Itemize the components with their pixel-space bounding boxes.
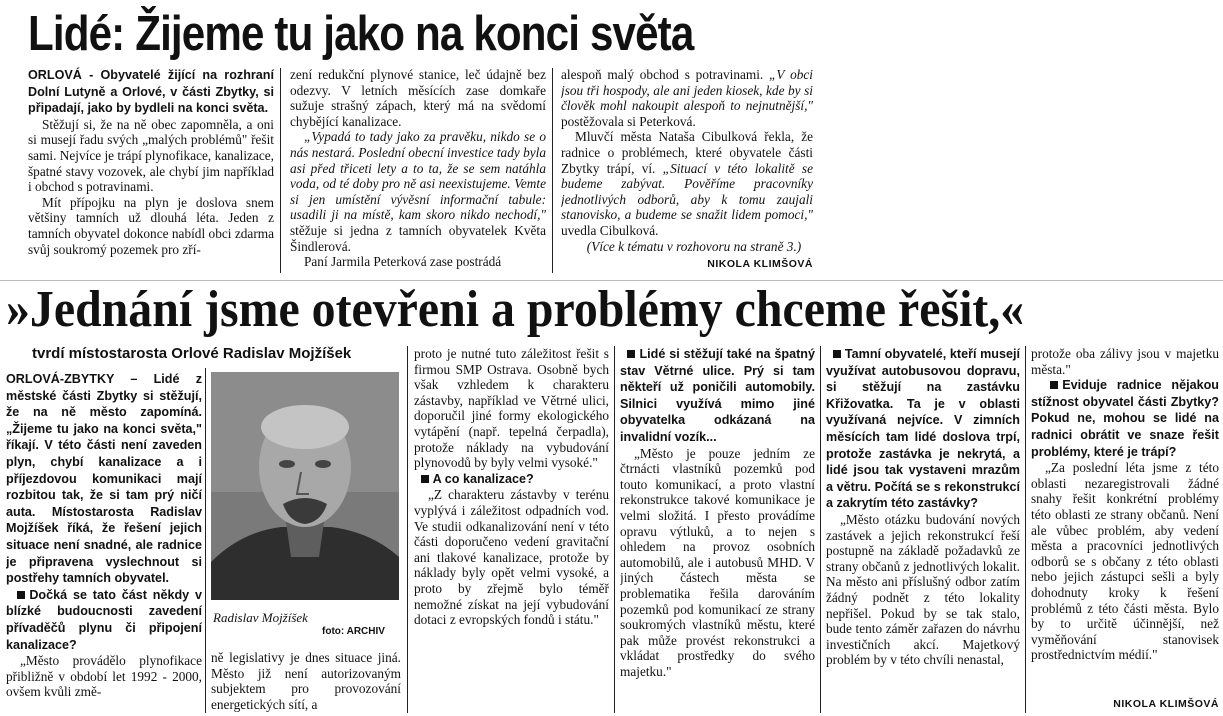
paragraph [620,446,815,680]
paragraph [561,129,813,238]
paragraph-text: Paní Jarmila Peterková zase postrádá [304,254,502,270]
question-text: Lidé si stěžují také na špatný stav Větrné ulice. Prý si tam někteří už poničili automobily. Silnici využívá mimo jiné obyvatelka odkázaná na invalidní vozík... [620,347,815,444]
paragraph [290,254,546,270]
paragraph-text: uvedla Cibulková. [561,222,659,238]
photo-credit: foto: ARCHIV [322,626,385,637]
question-text: Dočká se tato část někdy v blízké budoucnosti zavedení přívaděčů plynu či připojení kanalizace? [6,587,202,652]
paragraph [414,346,609,471]
column-divider [407,346,408,713]
lead-text: ORLOVÁ - Obyvatelé žijící na rozhraní Dolní Lutyně a Orlové, v části Zbytky, si připadají, jako by bydleli na konci světa. [28,68,274,116]
paragraph [414,487,609,627]
quote-text: „Situací v této lokalitě se budeme zabývat. Pověříme pracovníky jednotlivých odborů, aby k tomu zaujali stanovisko, a budeme se snažit lidem pomoci," [561,160,813,223]
column-divider [552,68,553,273]
paragraph [1031,460,1219,663]
article1-signature: NIKOLA KLIMŠOVÁ [707,258,813,270]
column-divider [614,346,615,713]
paragraph [414,471,609,488]
paragraph-text: Mluvčí města Nataša Cibulková řekla, že radnice o problémech, které obyvatele části Zbytky trápí, ví. [561,129,813,176]
article2-column-1 [6,371,202,714]
question-bullet-icon [421,475,429,483]
paragraph-text: „Z charakteru zástavby v terénu vyplývá i záležitost odpadních vod. Ve studii odkanalizování není v této části doporučeno vedení gravitační ani tlakové kanalizace, protože by náklady byly opět velmi vysoké, a proto by zřejmě bylo téměř nemožné získat na její vybudování dotaci z evropských fondů i státu." [414,487,609,628]
quote-text: „V obci jsou tři hospody, ale ani jeden kiosek, kde by si člověk mohl nakoupit alespoň to nejnutnější," [561,67,813,114]
paragraph [620,346,815,446]
paragraph-text: ně legislativy je dnes situace jiná. Město již není autorizovaným subjektem pro provozování energetických sítí, a [211,650,401,712]
paragraph-text: Stěžují si, že na ně obec zapomněla, a oni si musejí řadu svých „malých problémů" řešit sami. Nejvíce je trápí plynofikace, kanalizace, špatné stavy vozovek, ale chybí jim například i obchod s potravinami. [28,116,274,195]
paragraph [826,512,1020,668]
question-text: Eviduje radnice nějakou stížnost obyvatel části Zbytky? Pokud ne, mohou se lidé na radnici obrátit ve snaze řešit problémy, které je trápí? [1031,378,1219,459]
paragraph [28,67,274,117]
article2-column-6 [1031,346,1219,698]
question-bullet-icon [833,350,841,358]
photo-caption: Radislav Mojžíšek [213,610,308,625]
paragraph-text: „Za poslední léta jsme z této oblasti nezaregistrovali žádné snahy řešit konkrétní problémy této oblasti ze strany občanů. Není ale vůbec problém, aby vedení města a pracovníci jednotlivých odborů se s občany z této oblasti nebo jejich zástupci sešli a byly dohodnuty kroky k řešení problémů z této části města. Bylo by to určitě účinnější, než vyměňování stanovisek prostřednictvím médií." [1031,460,1219,663]
article2-column-2 [211,650,401,714]
article2-subtitle: tvrdí místostarosta Orlové Radislav Mojžíšek [32,345,352,362]
article2-column-5 [826,346,1020,714]
paragraph-text: postěžovala si Peterková. [561,113,696,129]
paragraph-text: protože oba zálivy jsou v majetku města." [1031,346,1219,377]
article1-column-3 [561,67,813,259]
paragraph [561,239,813,255]
paragraph [561,67,813,129]
paragraph [826,346,1020,512]
paragraph-text: stěžuje si jedna z tamních obyvatelek Květa Šindlerová. [290,222,546,254]
column-divider [280,68,281,273]
article2-headline: »Jednání jsme otevřeni a problémy chceme řešit,« [6,281,1025,338]
question-text: Tamní obyvatelé, kteří musejí využívat autobusovou dopravu, si stěžují na zastávku Křižovatka. Ta je v oblasti využívaná nejvíce. V zimních měsících tam lidé doslova trpí, protože zastávka je nekrytá, a lidé jsou tak vystaveni mrazům a větru. Počítá se s rekonstrukcí a zakrytím této zastávky? [826,347,1020,511]
question-bullet-icon [1050,381,1058,389]
paragraph-text: „Město otázku budování nových zastávek a jejich rekonstrukcí řeší postupně na základě požadavků ze strany občanů z jednotlivých lokalit. Na město ani příslušný odbor zatím žádný podnět z této lokality nepřišel. Pokud by se tak stalo, bude tento záměr zařazen do návrhu investičních akcí. Majetkový problém by v této chvíli nenastal, [826,511,1020,668]
paragraph [1031,346,1219,377]
paragraph-text: „Město provádělo plynofikace přibližně v období let 1992 - 2000, ovšem kvůli změ- [6,653,202,700]
paragraph [6,371,202,587]
portrait-photo [211,372,399,600]
paragraph-text: Mít přípojku na plyn je doslova snem většiny tamních už dlouhá léta. Jeden z tamních obyvatel dokonce nabídl obci zdarma svůj soukromý pozemek pro zří- [28,194,274,257]
article2-column-3 [414,346,609,714]
question-bullet-icon [17,591,25,599]
paragraph [1031,377,1219,460]
paragraph [28,117,274,195]
paragraph-text: „Město je pouze jedním ze čtrnácti vlastníků pozemků pod touto komunikací, a proto vlastní rekonstrukce takové komunikace je velmi složitá. I přesto provádíme opravu výtluků, a to nejen s ohledem na provoz osobních automobilů, ale i autobusů MHD. V jiných částech města se problematika řešila darováním pozemků pod komunikací ze strany soukromých vlastníků městu, které pak může provést rekonstrukci a vkládat prostředky do svého majetku." [620,445,815,679]
paragraph [6,653,202,700]
paragraph [211,650,401,712]
quote-text: „Vypadá to tady jako za pravěku, nikdo se o nás nestará. Poslední obecní investice tady byla asi před třiceti lety a to ta, že se sem natáhla voda, od té doby pro ně asi neexistujeme. Vemte si jen umístění vývěsní informační tabule: usadili ji na místě, kam skoro nikdo nechodí," [290,129,546,223]
paragraph-text: alespoň malý obchod s potravinami. [561,67,770,82]
article2-signature: NIKOLA KLIMŠOVÁ [1113,698,1219,710]
paragraph [290,129,546,254]
paragraph-text: proto je nutné tuto záležitost řešit s firmou SMP Ostrava. Osobně bych však vzhledem k charakteru zástavby, například ve Větrné ulici, doporučil jiné formy ekologického vytápění (např. tepelná čerpadla), protože náklady na vybudování plynovodů by byly velmi vysoké." [414,346,609,471]
article2-column-4 [620,346,815,714]
reference-note: (Více k tématu v rozhovoru na straně 3.) [586,238,802,254]
article1-column-1 [28,67,274,279]
column-divider [820,346,821,713]
question-bullet-icon [627,350,635,358]
question-text: A co kanalizace? [432,471,534,486]
paragraph-text: zení redukční plynové stanice, leč údajně bez odezvy. V letních měsících zase domkaře sužuje strašný zápach, který má na svědomí chybějící kanalizace. [290,67,546,129]
article1-headline: Lidé: Žijeme tu jako na konci světa [28,7,694,61]
paragraph [290,67,546,129]
paragraph [28,195,274,257]
article1-column-2 [290,67,546,279]
paragraph [6,587,202,653]
column-divider [205,368,206,713]
column-divider [1025,346,1026,713]
lead-text: ORLOVÁ-ZBYTKY – Lidé z městské části Zbytky si stěžují, že na ně město zapomíná. „Žijeme tu jako na konci světa," říkají. V této části není zaveden plyn, chybí kanalizace a i příjezdovou komunikaci mají rozbitou tak, že si tam prý ničí auta. Místostarosta Radislav Mojžíšek říká, že řešení jejich situace není snadné, ale radnice je připravena vyslechnout si postřehy tamních obyvatel. [6,372,202,586]
